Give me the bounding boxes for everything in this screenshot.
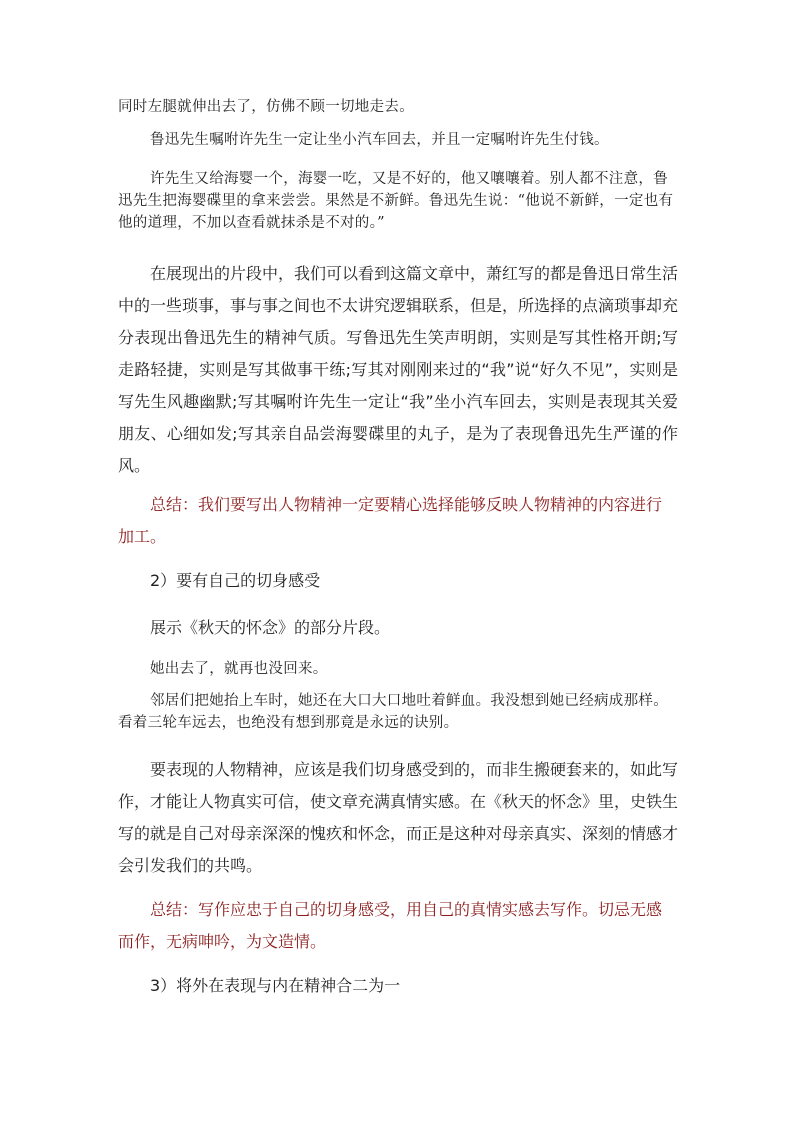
- summary-label: 总结：: [150, 495, 199, 514]
- quote-line-1: 同时左腿就伸出去了，仿佛不顾一切地走去。: [118, 99, 414, 115]
- quote-line-4: 她出去了，就再也没回来。: [150, 661, 328, 677]
- summary-text: 写作应忠于自己的切身感受，用自己的真情实感去写作。切忌无感而作，无病呻吟，为文造情。: [118, 900, 663, 951]
- quote-line-2: 鲁迅先生嘱咐许先生一定让坐小汽车回去，并且一定嘱咐许先生付钱。: [150, 132, 609, 148]
- quote-paragraph-5: 邻居们把她抬上车时，她还在大口大口地吐着鲜血。我没想到她已经病成那样。看着三轮车远去，也绝没有想到那竟是永远的诀别。: [118, 693, 668, 731]
- quote-paragraph-3: 许先生又给海婴一个，海婴一吃，又是不好的，他又嚷嚷着。别人都不注意，鲁迅先生把海婴碟里的拿来尝尝。果然是不新鲜。鲁迅先生说：“他说不新鲜，一定也有他的道理，不加以查看就抹杀是不对的。”: [118, 171, 674, 231]
- summary-1: [118, 489, 678, 553]
- summary-label: 总结：: [150, 900, 199, 919]
- analysis-paragraph-1: 在展现出的片段中，我们可以看到这篇文章中，萧红写的都是鲁迅日常生活中的一些琐事，事与事之间也不太讲究逻辑联系，但是，所选择的点滴琐事却充分表现出鲁迅先生的精神气质。写鲁迅先生笑声明朗，实则是写其性格开朗;写走路轻捷，实则是写其做事干练;写其对刚刚来过的“我”说“好久不见”，实则是写先生风趣幽默;写其嘱咐许先生一定让“我”坐小汽车回去，实则是表现其关爱朋友、心细如发;写其亲自品尝海婴碟里的丸子，是为了表现鲁迅先生严谨的作风。: [118, 264, 679, 475]
- summary-2: [118, 894, 678, 958]
- section-heading-3: 3）将外在表现与内在精神合二为一: [150, 976, 401, 995]
- intro-paragraph-2: 展示《秋天的怀念》的部分片段。: [150, 618, 391, 637]
- summary-text: 我们要写出人物精神一定要精心选择能够反映人物精神的内容进行加工。: [118, 495, 663, 546]
- section-heading-2: 2）要有自己的切身感受: [150, 571, 321, 590]
- analysis-paragraph-2: 要表现的人物精神，应该是我们切身感受到的，而非生搬硬套来的，如此写作，才能让人物真实可信，使文章充满真情实感。在《秋天的怀念》里，史铁生写的就是自己对母亲深深的愧疚和怀念，而正是这种对母亲真实、深刻的情感才会引发我们的共鸣。: [118, 760, 679, 875]
